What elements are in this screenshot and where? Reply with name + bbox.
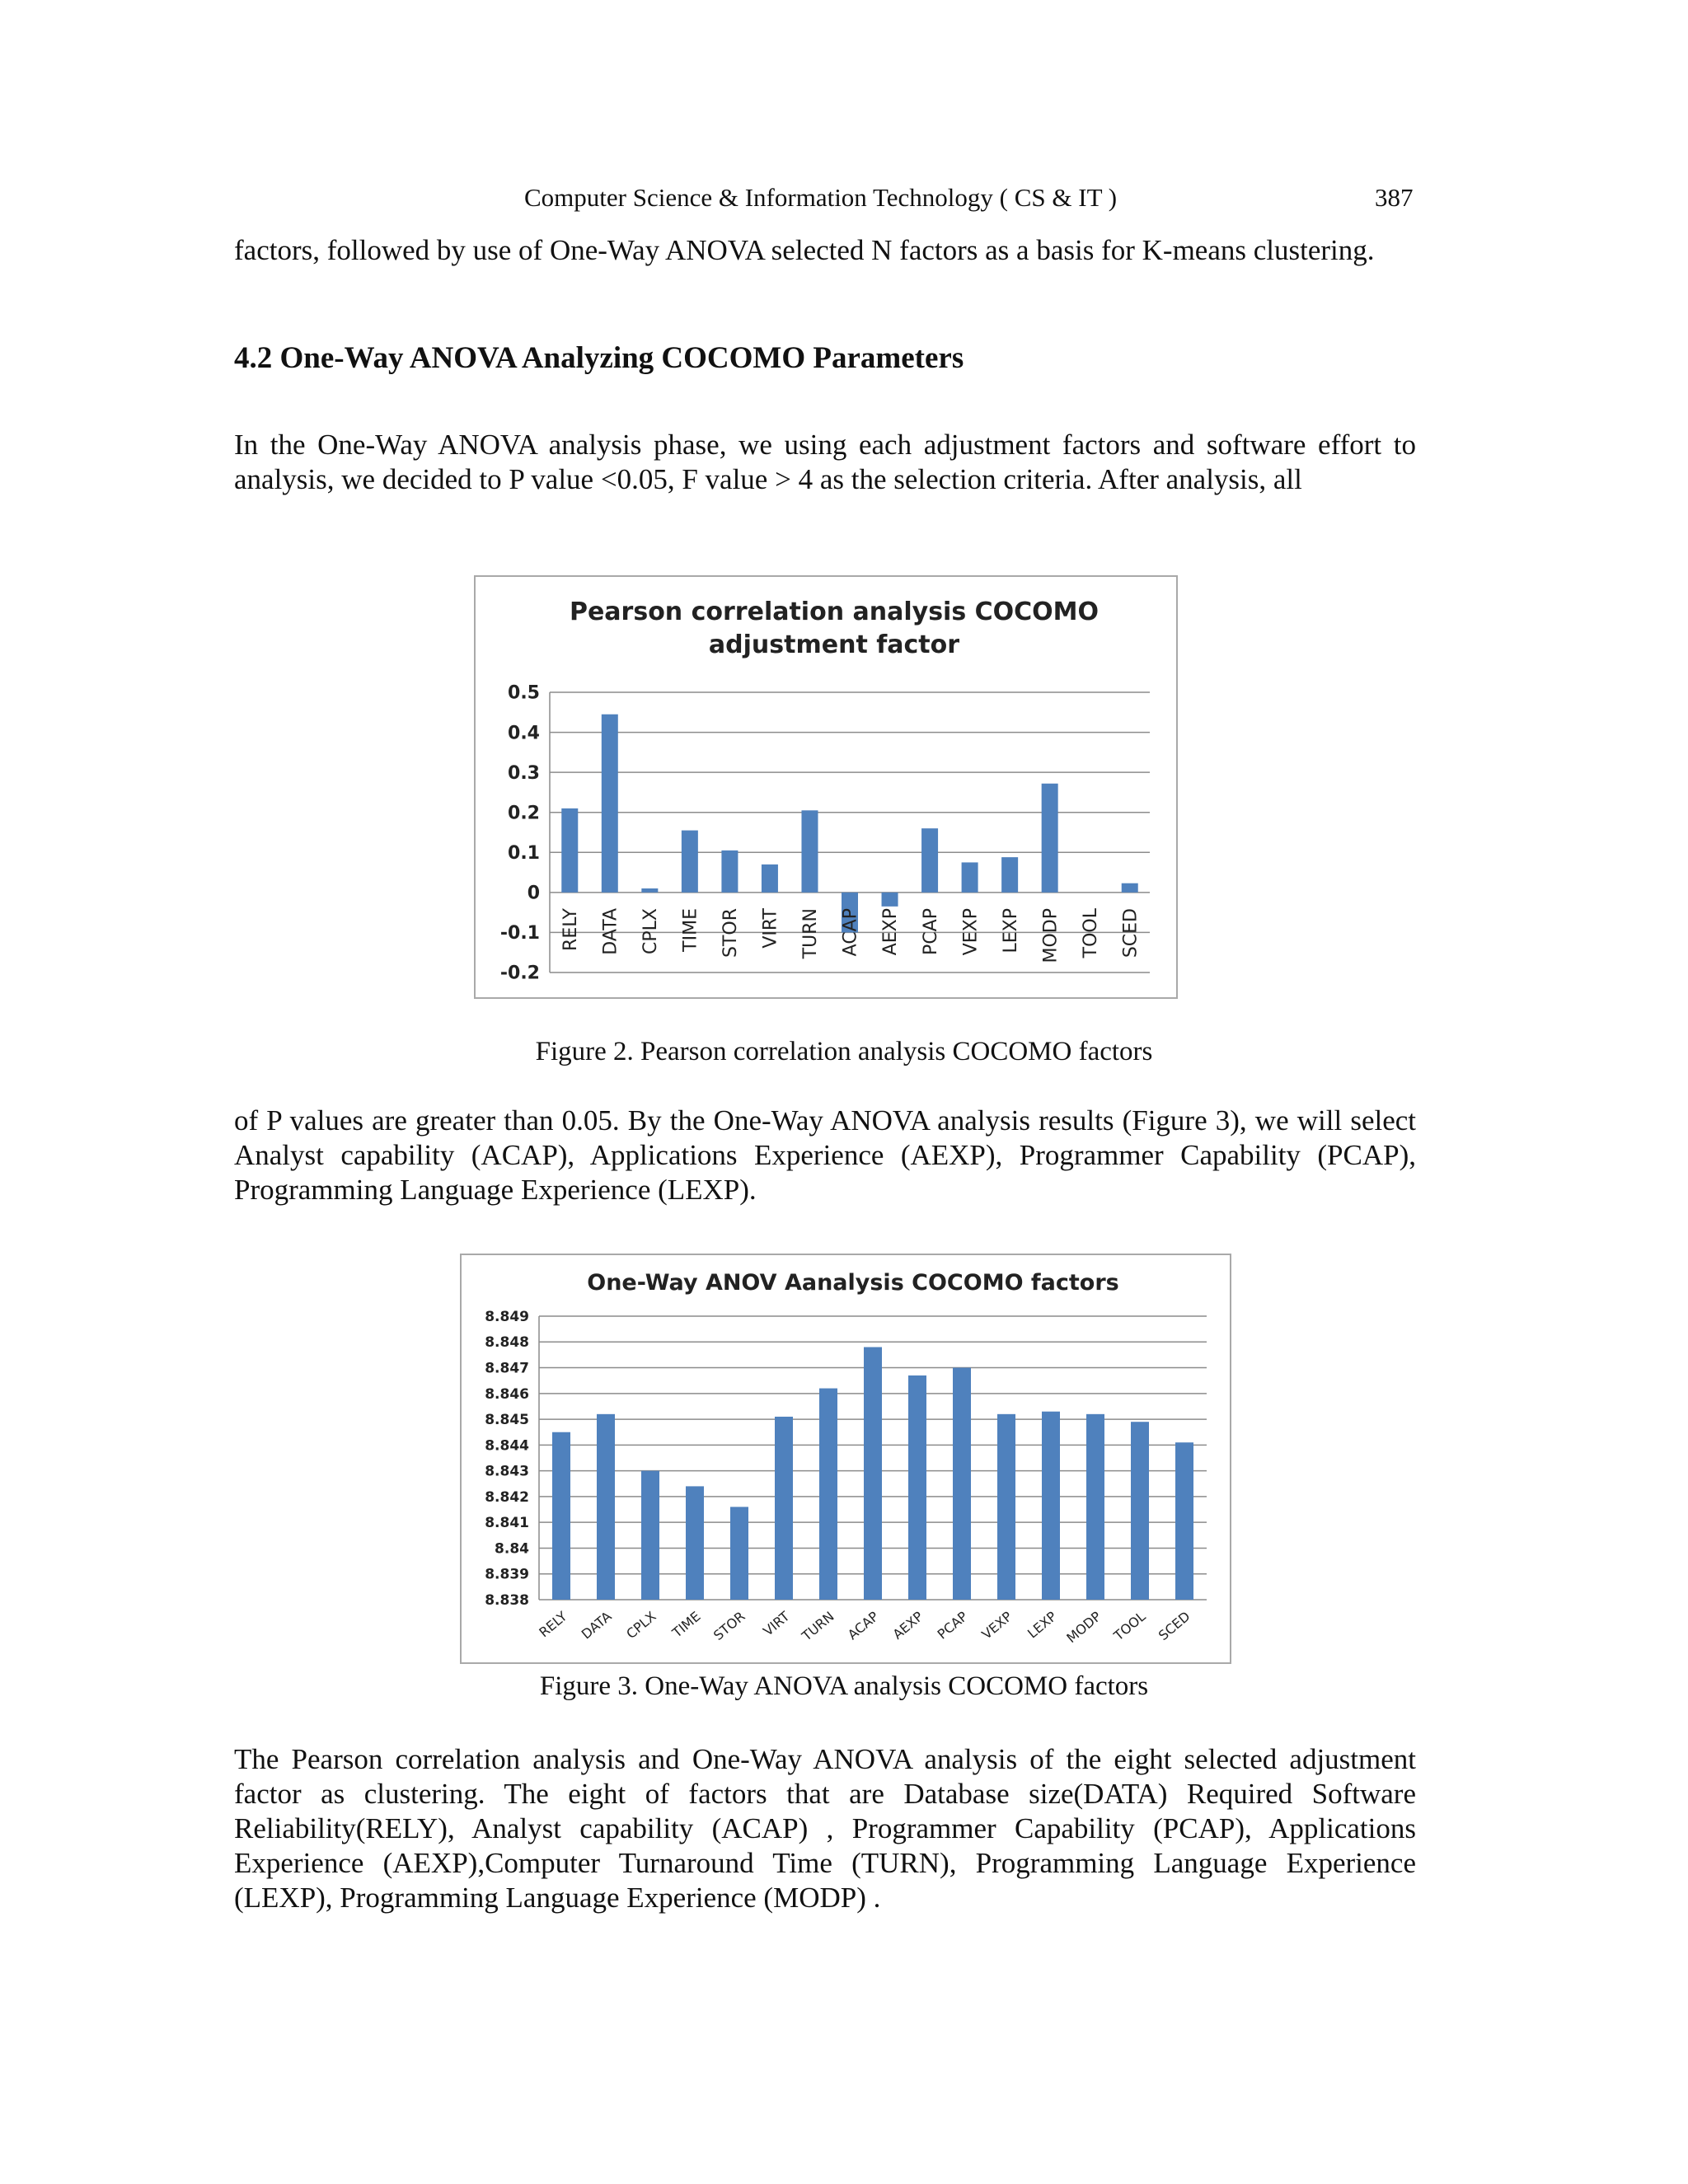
x-tick-label: LEXP: [1000, 908, 1021, 954]
y-tick-label: 8.845: [485, 1412, 529, 1429]
anova-chart-svg: [462, 1255, 1230, 1662]
paragraph-4: The Pearson correlation analysis and One-Way ANOVA analysis of the eight selected adjustment factor as clustering. The eight of factors that are Database size(DATA) Required Software Reliability(RELY), Analyst capability (ACAP) , Programmer Capability (PCAP), Applications Experience (AEXP),Computer Turnaround Time (TURN), Programming Language Experience (LEXP), Programming Language Experience (MODP) .: [234, 1743, 1416, 1914]
x-tick-label: CPLX: [623, 1608, 659, 1643]
x-tick-label: VIRT: [760, 908, 781, 949]
y-tick-label: 8.846: [485, 1385, 529, 1403]
bar-pcap: [953, 1368, 971, 1600]
y-tick-label: 0: [527, 883, 540, 904]
chart2-title: One-Way ANOV Aanalysis COCOMO factors: [587, 1270, 1119, 1296]
x-tick-label: STOR: [720, 908, 742, 958]
bar-modp: [1042, 784, 1058, 893]
y-tick-label: 0.5: [508, 682, 540, 704]
x-tick-label: TURN: [799, 1608, 837, 1644]
x-tick-label: ACAP: [844, 1608, 882, 1643]
bar-aexp: [882, 893, 898, 907]
bar-vexp: [962, 862, 978, 892]
bar-acap: [864, 1347, 882, 1600]
section-title: 4.2 One-Way ANOVA Analyzing COCOMO Parameters: [234, 341, 964, 375]
bar-data: [602, 715, 618, 893]
bar-time: [682, 831, 698, 893]
x-tick-label: TOOL: [1110, 1608, 1149, 1644]
y-tick-label: 8.841: [485, 1515, 529, 1532]
chart1-title-line2: adjustment factor: [708, 630, 960, 659]
x-tick-label: DATA: [600, 908, 621, 955]
x-tick-label: TIME: [680, 908, 701, 952]
bar-stor: [721, 851, 738, 893]
bar-stor: [730, 1507, 748, 1600]
bar-virt: [775, 1417, 793, 1600]
y-tick-label: 8.843: [485, 1463, 529, 1480]
x-tick-label: TOOL: [1080, 908, 1101, 958]
x-tick-label: AEXP: [880, 908, 902, 956]
paragraph-1: factors, followed by use of One-Way ANOVA selected N factors as a basis for K-means clustering.: [234, 234, 1375, 266]
bar-lexp: [1042, 1412, 1060, 1600]
y-tick-label: 8.844: [485, 1437, 529, 1455]
bar-vexp: [997, 1414, 1015, 1600]
bar-turn: [801, 810, 818, 893]
y-tick-label: -0.1: [499, 923, 540, 944]
bar-cplx: [641, 888, 658, 893]
y-tick-label: 8.849: [485, 1308, 529, 1325]
chart1-title-line1: Pearson correlation analysis COCOMO: [569, 598, 1100, 626]
figure-2-caption: Figure 2. Pearson correlation analysis COCOMO factors: [535, 1037, 1153, 1066]
x-tick-label: DATA: [578, 1608, 615, 1643]
y-tick-label: 8.842: [485, 1488, 529, 1506]
x-tick-label: TIME: [668, 1608, 704, 1641]
pearson-chart-svg: [476, 577, 1176, 997]
x-tick-label: MODP: [1040, 908, 1062, 963]
x-tick-label: PCAP: [934, 1608, 971, 1643]
y-tick-label: 0.4: [508, 723, 540, 744]
x-tick-label: PCAP: [920, 908, 941, 955]
figure-2-chart: [474, 575, 1178, 999]
figure-3-chart: [460, 1254, 1231, 1664]
x-tick-label: VEXP: [978, 1608, 1015, 1643]
x-tick-label: VIRT: [760, 1608, 793, 1639]
bar-pcap: [921, 828, 938, 893]
y-tick-label: 0.2: [508, 803, 540, 824]
y-tick-label: 8.838: [485, 1591, 529, 1609]
y-tick-label: 8.839: [485, 1566, 529, 1583]
x-tick-label: SCED: [1120, 908, 1142, 958]
paragraph-3: of P values are greater than 0.05. By the One-Way ANOVA analysis results (Figure 3), we will select Analyst capability (ACAP), Applications Experience (AEXP), Programmer Capability (PCAP), Programming Language Experience (LEXP).: [234, 1104, 1416, 1206]
bar-time: [686, 1486, 704, 1600]
bar-virt: [762, 865, 778, 893]
bar-cplx: [641, 1471, 659, 1600]
bar-data: [597, 1414, 615, 1600]
bar-tool: [1131, 1422, 1149, 1600]
x-tick-label: VEXP: [960, 908, 982, 956]
bar-turn: [819, 1389, 837, 1600]
bar-aexp: [908, 1376, 926, 1600]
bar-rely: [561, 808, 578, 893]
bar-lexp: [1001, 857, 1018, 893]
x-tick-label: RELY: [536, 1608, 570, 1641]
figure-3-caption: Figure 3. One-Way ANOVA analysis COCOMO factors: [539, 1671, 1149, 1701]
y-tick-label: 8.848: [485, 1334, 529, 1352]
x-tick-label: CPLX: [640, 908, 662, 954]
paragraph-2: In the One-Way ANOVA analysis phase, we using each adjustment factors and software effort to analysis, we decided to P value <0.05, F value > 4 as the selection criteria. After analysis, all: [234, 429, 1416, 495]
x-tick-label: TURN: [800, 908, 822, 959]
bar-rely: [552, 1432, 570, 1600]
bar-sced: [1122, 883, 1138, 893]
x-tick-label: MODP: [1063, 1608, 1104, 1647]
x-tick-label: ACAP: [840, 908, 861, 957]
x-tick-label: RELY: [560, 908, 581, 951]
y-tick-label: -0.2: [499, 963, 540, 984]
y-tick-label: 0.1: [508, 842, 540, 864]
running-header: Computer Science & Information Technology ( CS & IT ): [524, 183, 1118, 212]
y-tick-label: 8.84: [495, 1540, 529, 1558]
x-tick-label: STOR: [710, 1608, 748, 1644]
x-tick-label: AEXP: [889, 1608, 926, 1643]
x-tick-label: LEXP: [1024, 1608, 1060, 1642]
page-number: 387: [1375, 183, 1414, 212]
y-tick-label: 8.847: [485, 1360, 529, 1377]
bar-sced: [1175, 1442, 1193, 1600]
y-tick-label: 0.3: [508, 762, 540, 784]
x-tick-label: SCED: [1155, 1608, 1193, 1644]
bar-modp: [1086, 1414, 1104, 1600]
